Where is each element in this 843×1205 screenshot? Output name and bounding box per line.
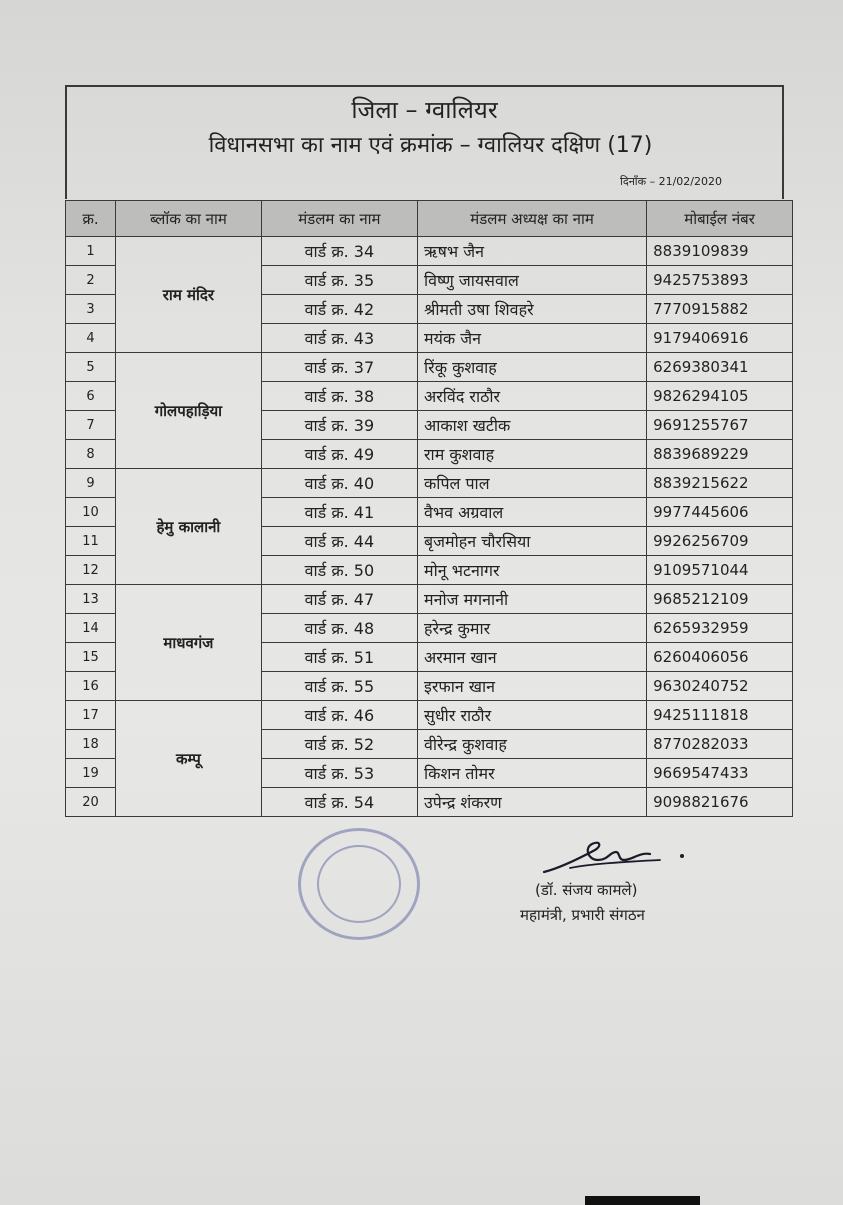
- mandal-ward: वार्ड क्र. 46: [261, 701, 417, 730]
- row-serial-number: 8: [66, 440, 116, 469]
- column-header-president: मंडलम अध्यक्ष का नाम: [418, 201, 647, 237]
- president-name: मोनू भटनागर: [418, 556, 647, 585]
- president-name: मयंक जैन: [418, 324, 647, 353]
- president-name: कपिल पाल: [418, 469, 647, 498]
- mandal-ward: वार्ड क्र. 43: [261, 324, 417, 353]
- mobile-number: 6269380341: [647, 353, 793, 382]
- block-name: राम मंदिर: [115, 237, 261, 353]
- mandal-roster-table: [65, 200, 793, 817]
- document-date: दिनाँक – 21/02/2020: [620, 175, 722, 188]
- column-header-block: ब्लॉक का नाम: [115, 201, 261, 237]
- mandal-ward: वार्ड क्र. 37: [261, 353, 417, 382]
- row-serial-number: 10: [66, 498, 116, 527]
- president-name: अरविंद राठौर: [418, 382, 647, 411]
- mandal-ward: वार्ड क्र. 47: [261, 585, 417, 614]
- mobile-number: 6265932959: [647, 614, 793, 643]
- table-body: [66, 237, 793, 817]
- mandal-ward: वार्ड क्र. 50: [261, 556, 417, 585]
- mobile-number: 8839215622: [647, 469, 793, 498]
- mobile-number: 9179406916: [647, 324, 793, 353]
- mandal-ward: वार्ड क्र. 51: [261, 643, 417, 672]
- mandal-ward: वार्ड क्र. 55: [261, 672, 417, 701]
- mobile-number: 9425111818: [647, 701, 793, 730]
- block-name: माधवगंज: [115, 585, 261, 701]
- mobile-number: 9109571044: [647, 556, 793, 585]
- row-serial-number: 5: [66, 353, 116, 382]
- row-serial-number: 7: [66, 411, 116, 440]
- mandal-ward: वार्ड क्र. 41: [261, 498, 417, 527]
- mobile-number: 6260406056: [647, 643, 793, 672]
- mobile-number: 7770915882: [647, 295, 793, 324]
- row-serial-number: 13: [66, 585, 116, 614]
- president-name: ऋषभ जैन: [418, 237, 647, 266]
- row-serial-number: 19: [66, 759, 116, 788]
- president-name: रिंकू कुशवाह: [418, 353, 647, 382]
- president-name: मनोज मगनानी: [418, 585, 647, 614]
- constituency-subtitle: विधानसभा का नाम एवं क्रमांक – ग्वालियर दक्षिण (17): [208, 133, 653, 158]
- president-name: बृजमोहन चौरसिया: [418, 527, 647, 556]
- seal-inner-ring: [317, 845, 401, 923]
- table-header-row: [66, 201, 793, 237]
- president-name: अरमान खान: [418, 643, 647, 672]
- table-row: [66, 701, 793, 730]
- row-serial-number: 11: [66, 527, 116, 556]
- column-header-sn: क्र.: [66, 201, 116, 237]
- row-serial-number: 1: [66, 237, 116, 266]
- district-title: जिला – ग्वालियर: [351, 96, 498, 124]
- table-row: [66, 237, 793, 266]
- signatory-name: (डॉ. संजय कामले): [535, 881, 638, 899]
- mandal-ward: वार्ड क्र. 34: [261, 237, 417, 266]
- mandal-ward: वार्ड क्र. 48: [261, 614, 417, 643]
- mobile-number: 9826294105: [647, 382, 793, 411]
- row-serial-number: 14: [66, 614, 116, 643]
- president-name: उपेन्द्र शंकरण: [418, 788, 647, 817]
- block-name: कम्पू: [115, 701, 261, 817]
- mandal-ward: वार्ड क्र. 54: [261, 788, 417, 817]
- mobile-number: 9669547433: [647, 759, 793, 788]
- mandal-ward: वार्ड क्र. 35: [261, 266, 417, 295]
- president-name: इरफान खान: [418, 672, 647, 701]
- mobile-number: 9098821676: [647, 788, 793, 817]
- mandal-ward: वार्ड क्र. 49: [261, 440, 417, 469]
- column-header-mandal: मंडलम का नाम: [261, 201, 417, 237]
- row-serial-number: 16: [66, 672, 116, 701]
- president-name: विष्णु जायसवाल: [418, 266, 647, 295]
- mobile-number: 9926256709: [647, 527, 793, 556]
- block-name: गोलपहाड़िया: [115, 353, 261, 469]
- mandal-ward: वार्ड क्र. 42: [261, 295, 417, 324]
- table-row: [66, 585, 793, 614]
- president-name: आकाश खटीक: [418, 411, 647, 440]
- signature-icon: [540, 838, 700, 878]
- row-serial-number: 3: [66, 295, 116, 324]
- row-serial-number: 18: [66, 730, 116, 759]
- row-serial-number: 20: [66, 788, 116, 817]
- president-name: सुधीर राठौर: [418, 701, 647, 730]
- mobile-number: 9630240752: [647, 672, 793, 701]
- row-serial-number: 15: [66, 643, 116, 672]
- mobile-number: 9691255767: [647, 411, 793, 440]
- column-header-mobile: मोबाईल नंबर: [647, 201, 793, 237]
- table-row: [66, 469, 793, 498]
- president-name: किशन तोमर: [418, 759, 647, 788]
- row-serial-number: 6: [66, 382, 116, 411]
- bottom-bar: [585, 1196, 700, 1205]
- mobile-number: 8839109839: [647, 237, 793, 266]
- block-name: हेमु कालानी: [115, 469, 261, 585]
- mandal-ward: वार्ड क्र. 52: [261, 730, 417, 759]
- president-name: श्रीमती उषा शिवहरे: [418, 295, 647, 324]
- president-name: वीरेन्द्र कुशवाह: [418, 730, 647, 759]
- mobile-number: 8839689229: [647, 440, 793, 469]
- seal-stamp-icon: [298, 828, 420, 940]
- president-name: वैभव अग्रवाल: [418, 498, 647, 527]
- mandal-ward: वार्ड क्र. 40: [261, 469, 417, 498]
- row-serial-number: 9: [66, 469, 116, 498]
- table-row: [66, 353, 793, 382]
- row-serial-number: 2: [66, 266, 116, 295]
- mobile-number: 9425753893: [647, 266, 793, 295]
- row-serial-number: 4: [66, 324, 116, 353]
- mobile-number: 9977445606: [647, 498, 793, 527]
- mandal-ward: वार्ड क्र. 53: [261, 759, 417, 788]
- mandal-ward: वार्ड क्र. 38: [261, 382, 417, 411]
- signatory-designation: महामंत्री, प्रभारी संगठन: [520, 906, 645, 924]
- document-header: [65, 85, 784, 199]
- row-serial-number: 12: [66, 556, 116, 585]
- mandal-ward: वार्ड क्र. 44: [261, 527, 417, 556]
- mobile-number: 8770282033: [647, 730, 793, 759]
- mobile-number: 9685212109: [647, 585, 793, 614]
- president-name: राम कुशवाह: [418, 440, 647, 469]
- mandal-ward: वार्ड क्र. 39: [261, 411, 417, 440]
- president-name: हरेन्द्र कुमार: [418, 614, 647, 643]
- row-serial-number: 17: [66, 701, 116, 730]
